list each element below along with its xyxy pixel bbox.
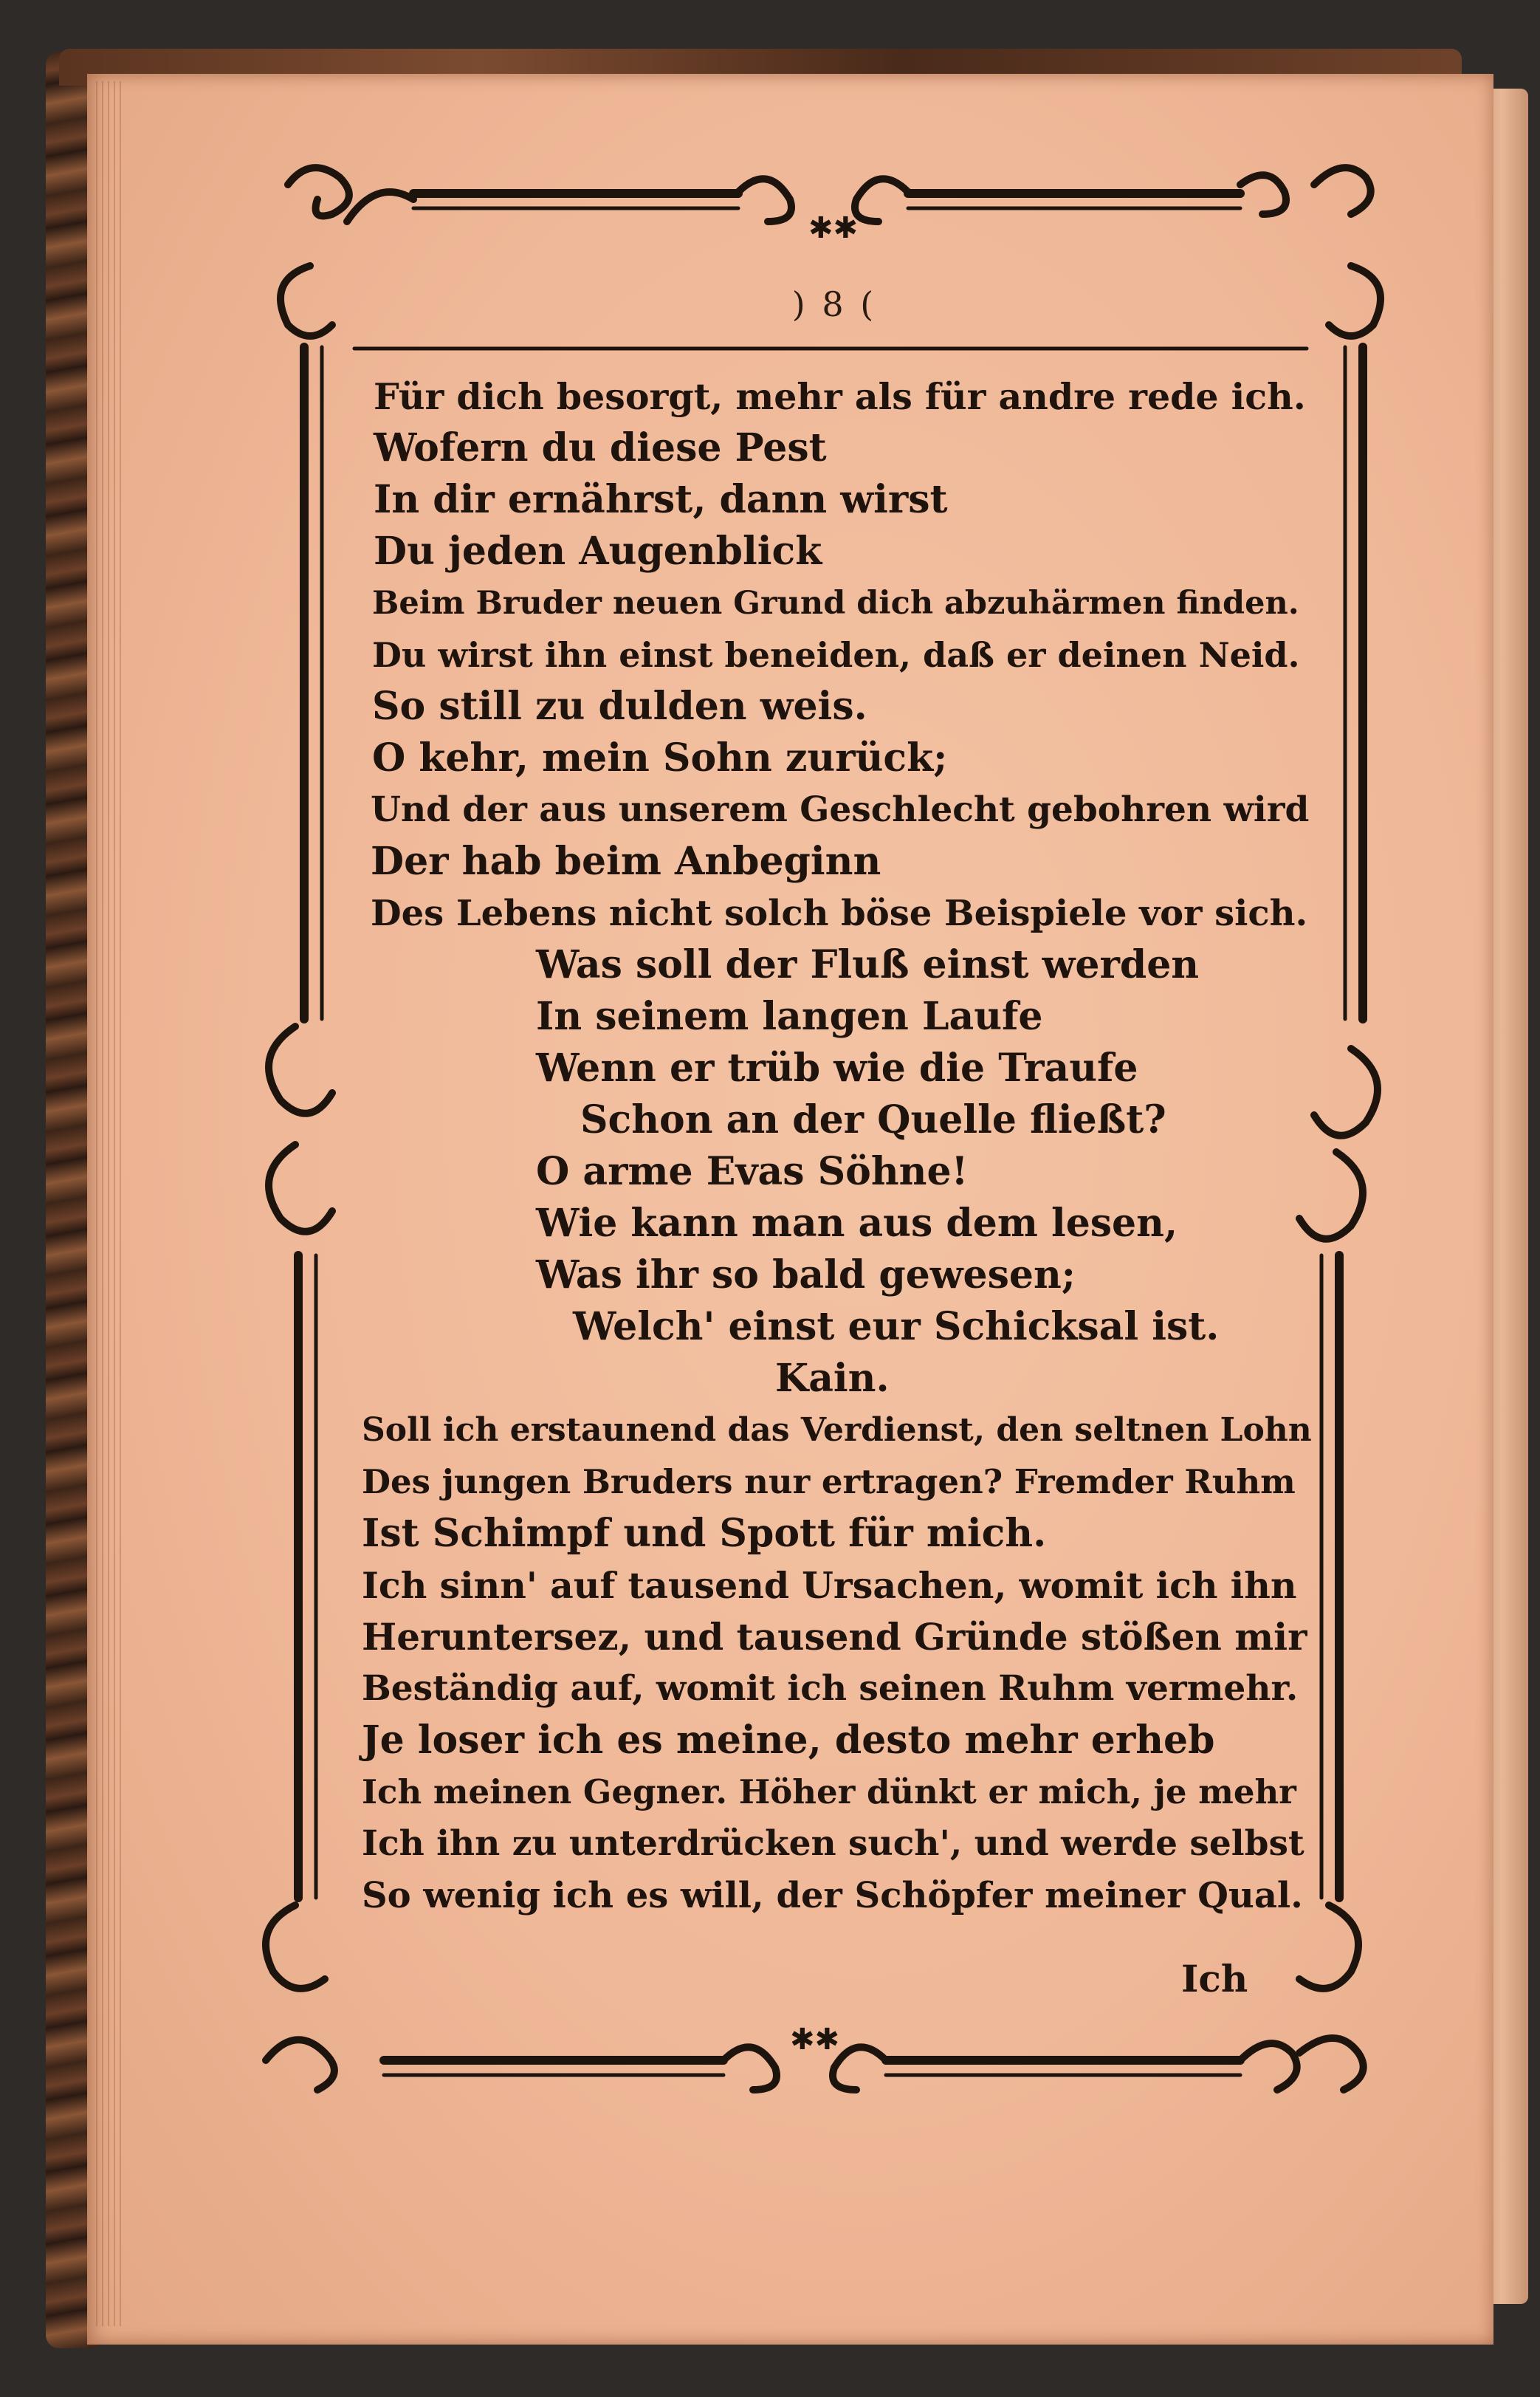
text-line: So still zu dulden weis.: [372, 684, 867, 729]
text-line: Was soll der Fluß einst werden: [536, 942, 1200, 987]
text-line: Beständig auf, womit ich seinen Ruhm vermehr.: [362, 1668, 1299, 1709]
poem-text-block: [362, 371, 1312, 2010]
text-line: Ich sinn' auf tausend Ursachen, womit ich ihn: [362, 1564, 1297, 1607]
text-line: Ist Schimpf und Spott für mich.: [362, 1511, 1047, 1556]
text-line: In dir ernährst, dann wirst: [374, 477, 948, 522]
text-line: So wenig ich es will, der Schöpfer meiner Qual.: [362, 1875, 1303, 1916]
text-line: Du wirst ihn einst beneiden, daß er deinen Neid.: [372, 635, 1300, 675]
text-line: Schon an der Quelle fließt?: [580, 1097, 1166, 1142]
text-line: O kehr, mein Sohn zurück;: [372, 735, 948, 781]
text-line: Wenn er trüb wie die Traufe: [536, 1046, 1138, 1091]
running-head-page-number: ) 8 (: [791, 284, 877, 324]
svg-text:✱✱: ✱✱: [808, 211, 859, 245]
text-line: Wofern du diese Pest: [374, 425, 827, 470]
text-line: Der hab beim Anbeginn: [371, 839, 881, 884]
text-line: Wie kann man aus dem lesen,: [536, 1201, 1178, 1246]
text-line: Du jeden Augenblick: [374, 529, 822, 574]
text-line: Des Lebens nicht solch böse Beispiele vor sich.: [371, 893, 1308, 934]
catchword: Ich: [1181, 1957, 1248, 2000]
text-line: O arme Evas Söhne!: [536, 1149, 969, 1194]
text-line: Ich meinen Gegner. Höher dünkt er mich, je mehr: [362, 1772, 1296, 1811]
text-line: Ich ihn zu unterdrücken such', und werde selbst: [362, 1823, 1304, 1864]
text-line: Welch' einst eur Schicksal ist.: [573, 1304, 1220, 1349]
text-line: Je loser ich es meine, desto mehr erheb: [362, 1718, 1215, 1763]
text-line: In seinem langen Laufe: [536, 994, 1043, 1039]
text-line: Soll ich erstaunend das Verdienst, den seltnen Lohn: [362, 1411, 1312, 1449]
text-line: Des jungen Bruders nur ertragen? Fremder Ruhm: [362, 1462, 1296, 1501]
text-line: Für dich besorgt, mehr als für andre rede ich.: [374, 375, 1306, 418]
speaker-name: Kain.: [775, 1356, 890, 1401]
text-line: Beim Bruder neuen Grund dich abzuhärmen finden.: [372, 585, 1299, 622]
svg-text:✱✱: ✱✱: [790, 2023, 840, 2057]
text-line: Und der aus unserem Geschlecht gebohren wird: [371, 789, 1310, 830]
text-line: Was ihr so bald gewesen;: [536, 1252, 1076, 1297]
text-line: Heruntersez, und tausend Gründe stößen mir: [362, 1615, 1307, 1659]
